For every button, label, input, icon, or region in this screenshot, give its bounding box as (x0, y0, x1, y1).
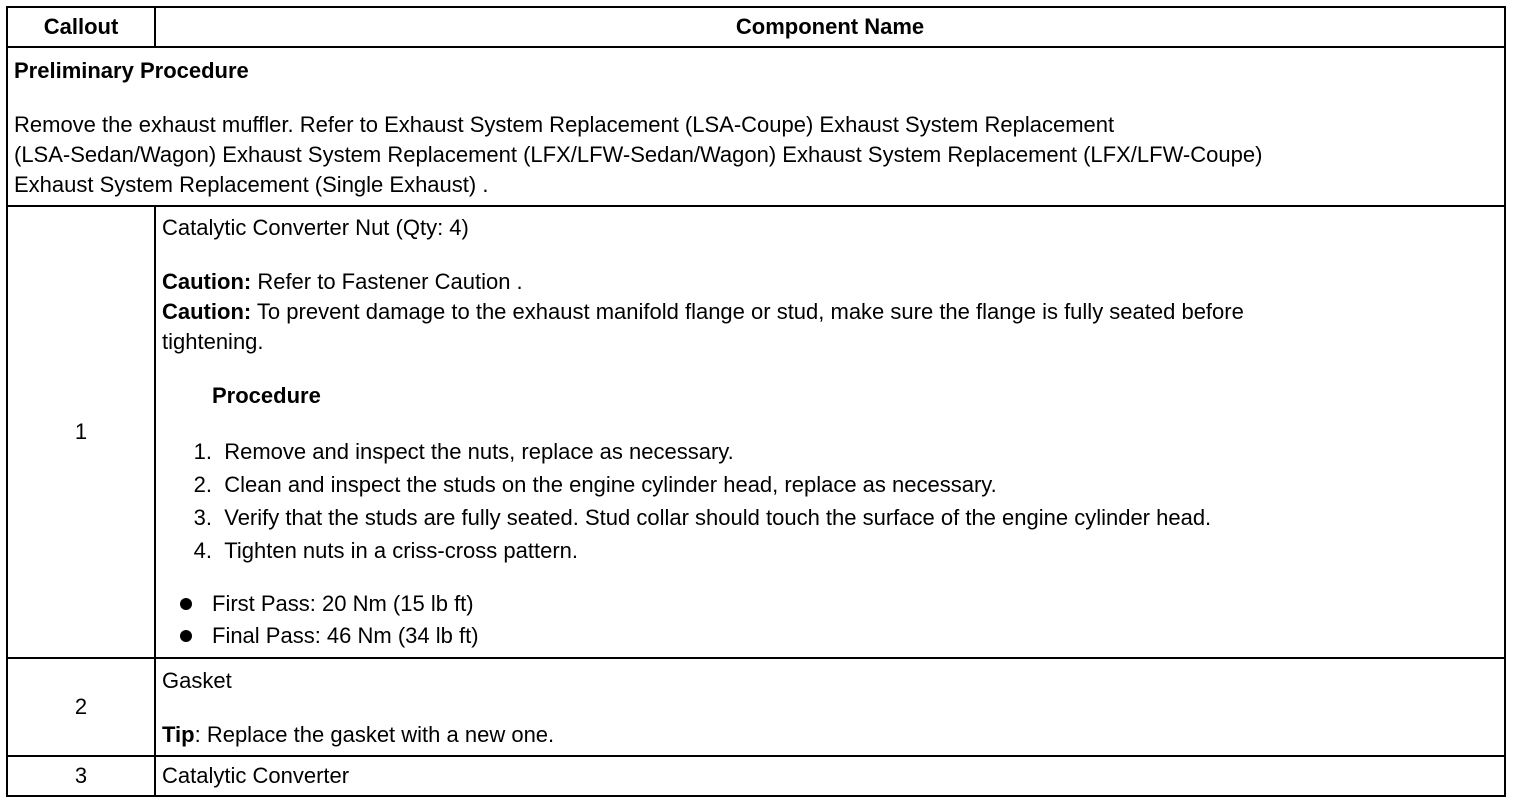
callout-cell: 3 (8, 757, 156, 795)
list-item (162, 435, 1498, 468)
caution-text: Refer to Fastener Caution . (251, 269, 523, 294)
preliminary-text-line: Remove the exhaust muffler. Refer to Exhaust System Replacement (LSA-Coupe) Exhaust System Replacement (14, 112, 1115, 137)
step-text: Tighten nuts in a criss-cross pattern. (224, 538, 579, 563)
caution-label: Caution: (162, 299, 252, 324)
torque-spec-text: First Pass: 20 Nm (15 lb ft) (212, 591, 474, 616)
list-item (162, 501, 1498, 534)
component-cell (156, 207, 1504, 657)
component-name: Gasket (162, 668, 232, 693)
callout-cell: 2 (8, 659, 156, 755)
tip-text: : Replace the gasket with a new one. (194, 722, 555, 747)
callout-cell: 1 (8, 207, 156, 657)
component-name-column-header: Component Name (735, 14, 925, 39)
bullet-icon (180, 598, 192, 610)
preliminary-text-line: (LSA-Sedan/Wagon) Exhaust System Replacement (LFX/LFW-Sedan/Wagon) Exhaust System Replacement (LFX/LFW-Coupe) (14, 142, 1263, 167)
preliminary-procedure-title: Preliminary Procedure (14, 58, 249, 83)
torque-spec-text: Final Pass: 46 Nm (34 lb ft) (212, 623, 479, 648)
component-cell (156, 659, 1504, 755)
preliminary-text-line: Exhaust System Replacement (Single Exhaust) . (14, 172, 489, 197)
component-name: Catalytic Converter Nut (Qty: 4) (162, 215, 469, 240)
tip-label: Tip (162, 722, 195, 747)
step-text: Clean and inspect the studs on the engine cylinder head, replace as necessary. (224, 472, 997, 497)
table-row (8, 205, 1504, 657)
caution-flange (162, 297, 1498, 327)
bullet-icon (180, 630, 192, 642)
step-number: 3. (193, 505, 212, 530)
table-header-row (8, 8, 1504, 46)
caution-text: To prevent damage to the exhaust manifold flange or stud, make sure the flange is fully seated before (251, 299, 1244, 324)
preliminary-procedure-row (8, 46, 1504, 205)
component-table (6, 6, 1506, 797)
procedure-title: Procedure (212, 383, 321, 408)
list-item (162, 588, 1498, 620)
caution-text-continued: tightening. (162, 329, 264, 354)
list-item (162, 468, 1498, 501)
step-number: 2. (193, 472, 212, 497)
list-item (162, 620, 1498, 652)
step-number: 4. (193, 538, 212, 563)
table-row (8, 755, 1504, 795)
table-row (8, 657, 1504, 755)
preliminary-procedure-cell (8, 56, 1504, 205)
caution-label: Caution: (162, 269, 252, 294)
caution-fastener (162, 267, 1498, 297)
component-name: Catalytic Converter (162, 763, 350, 788)
torque-specs (162, 588, 1498, 652)
step-number: 1. (193, 439, 212, 464)
step-text: Verify that the studs are fully seated. Stud collar should touch the surface of the engine cylinder head. (224, 505, 1212, 530)
callout-column-header: Callout (8, 8, 156, 46)
list-item (162, 534, 1498, 567)
procedure-steps (162, 435, 1498, 567)
step-text: Remove and inspect the nuts, replace as necessary. (224, 439, 734, 464)
tip (162, 720, 1498, 750)
